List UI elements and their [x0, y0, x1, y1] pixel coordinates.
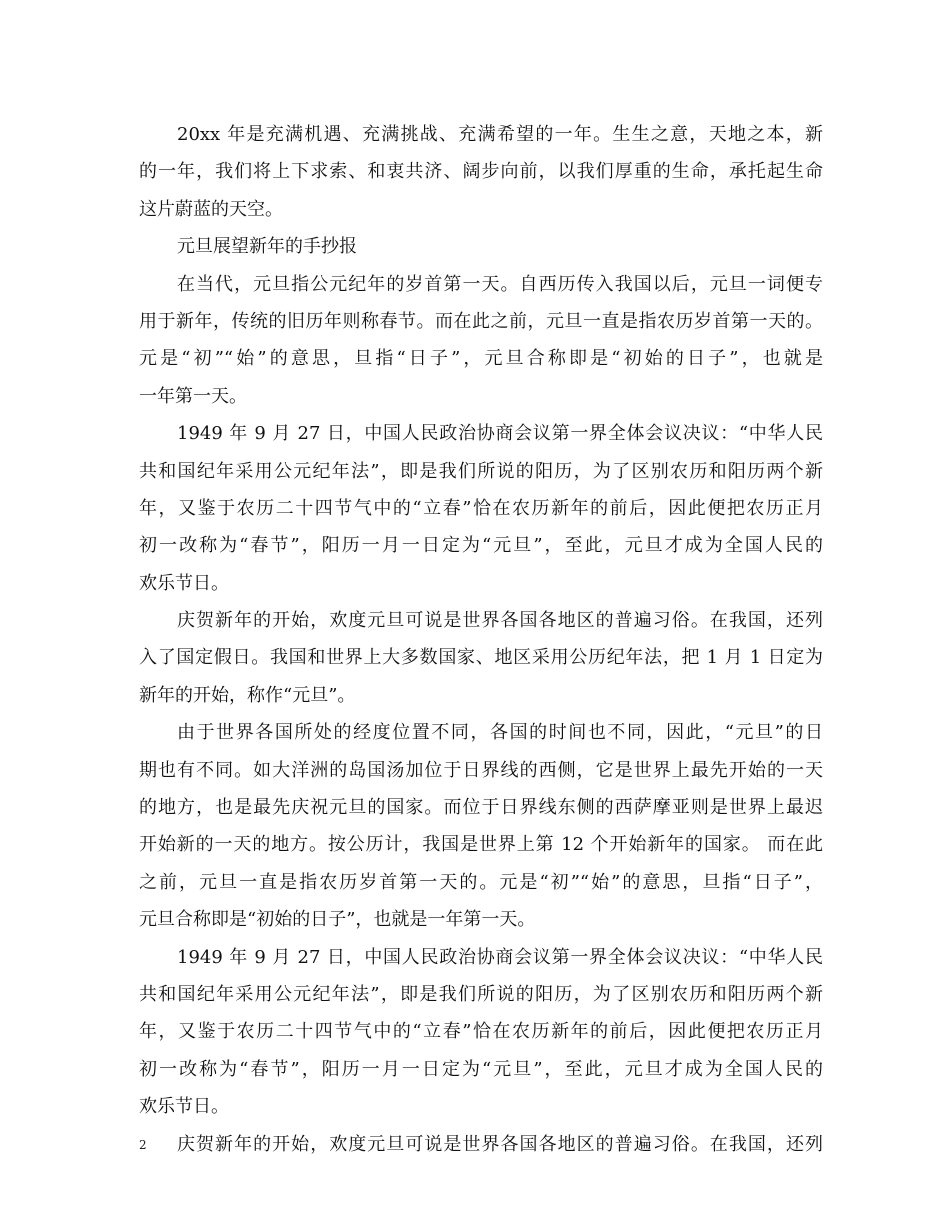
- text-line: 初一改称为“春节”，阳历一月一日定为“元旦”，至此，元旦才成为全国人民的: [139, 535, 823, 557]
- text-line: 期也有不同。如大洋洲的岛国汤加位于日界线的西侧，它是世界上最先开始的一天: [139, 759, 823, 781]
- text-line: 之前，元旦一直是指农历岁首第一天的。元是“初”“始”的意思，旦指“日子”，: [139, 871, 823, 893]
- text-line: 庆贺新年的开始，欢度元旦可说是世界各国各地区的普遍习俗。在我国，还列: [177, 610, 823, 632]
- text-line: 入了国定假日。我国和世界上大多数国家、地区采用公历纪年法，把 1 月 1 日定为: [139, 647, 823, 669]
- text-line: 在当代，元旦指公元纪年的岁首第一天。自西历传入我国以后，元旦一词便专: [177, 273, 823, 295]
- text-line: 一年第一天。: [139, 385, 247, 407]
- text-line: 年，又鉴于农历二十四节气中的“立春”恰在农历新年的前后，因此便把农历正月: [139, 497, 823, 519]
- text-line: 新年的开始，称作“元旦”。: [139, 684, 356, 706]
- text-line: 元旦合称即是“初始的日子”，也就是一年第一天。: [139, 909, 536, 931]
- text-line: 共和国纪年采用公元纪年法”，即是我们所说的阳历，为了区别农历和阳历两个新: [139, 460, 823, 482]
- document-body: [139, 116, 823, 1163]
- text-line: 的地方，也是最先庆祝元旦的国家。而位于日界线东侧的西萨摩亚则是世界上最迟: [139, 797, 823, 819]
- text-line: 年，又鉴于农历二十四节气中的“立春”恰在农历新年的前后，因此便把农历正月: [139, 1021, 823, 1043]
- text-line: 初一改称为“春节”，阳历一月一日定为“元旦”，至此，元旦才成为全国人民的: [139, 1058, 823, 1080]
- text-line: 用于新年，传统的旧历年则称春节。而在此之前，元旦一直是指农历岁首第一天的。: [139, 310, 823, 332]
- text-line: 这片蔚蓝的天空。: [139, 198, 283, 220]
- text-line: 由于世界各国所处的经度位置不同，各国的时间也不同，因此，“元旦”的日: [177, 722, 823, 744]
- text-line: 元是“初”“始”的意思，旦指“日子”，元旦合称即是“初始的日子”，也就是: [139, 348, 823, 370]
- text-line: 欢乐节日。: [139, 572, 229, 594]
- text-line: 共和国纪年采用公元纪年法”，即是我们所说的阳历，为了区别农历和阳历两个新: [139, 983, 823, 1005]
- page-number: 2: [139, 1138, 147, 1152]
- text-line: 庆贺新年的开始，欢度元旦可说是世界各国各地区的普遍习俗。在我国，还列: [177, 1133, 823, 1155]
- text-line: 20xx 年是充满机遇、充满挑战、充满希望的一年。生生之意，天地之本，新: [177, 124, 823, 145]
- text-line: 元旦展望新年的手抄报: [177, 236, 357, 258]
- text-line: 1949 年 9 月 27 日，中国人民政治协商会议第一界全体会议决议：“中华人民: [177, 946, 823, 968]
- text-line: 欢乐节日。: [139, 1096, 229, 1118]
- text-line: 1949 年 9 月 27 日，中国人民政治协商会议第一界全体会议决议：“中华人民: [177, 423, 823, 445]
- text-line: 的一年，我们将上下求索、和衷共济、阔步向前，以我们厚重的生命，承托起生命: [139, 161, 823, 183]
- text-line: 开始新的一天的地方。按公历计，我国是世界上第 12 个开始新年的国家。 而在此: [139, 834, 823, 856]
